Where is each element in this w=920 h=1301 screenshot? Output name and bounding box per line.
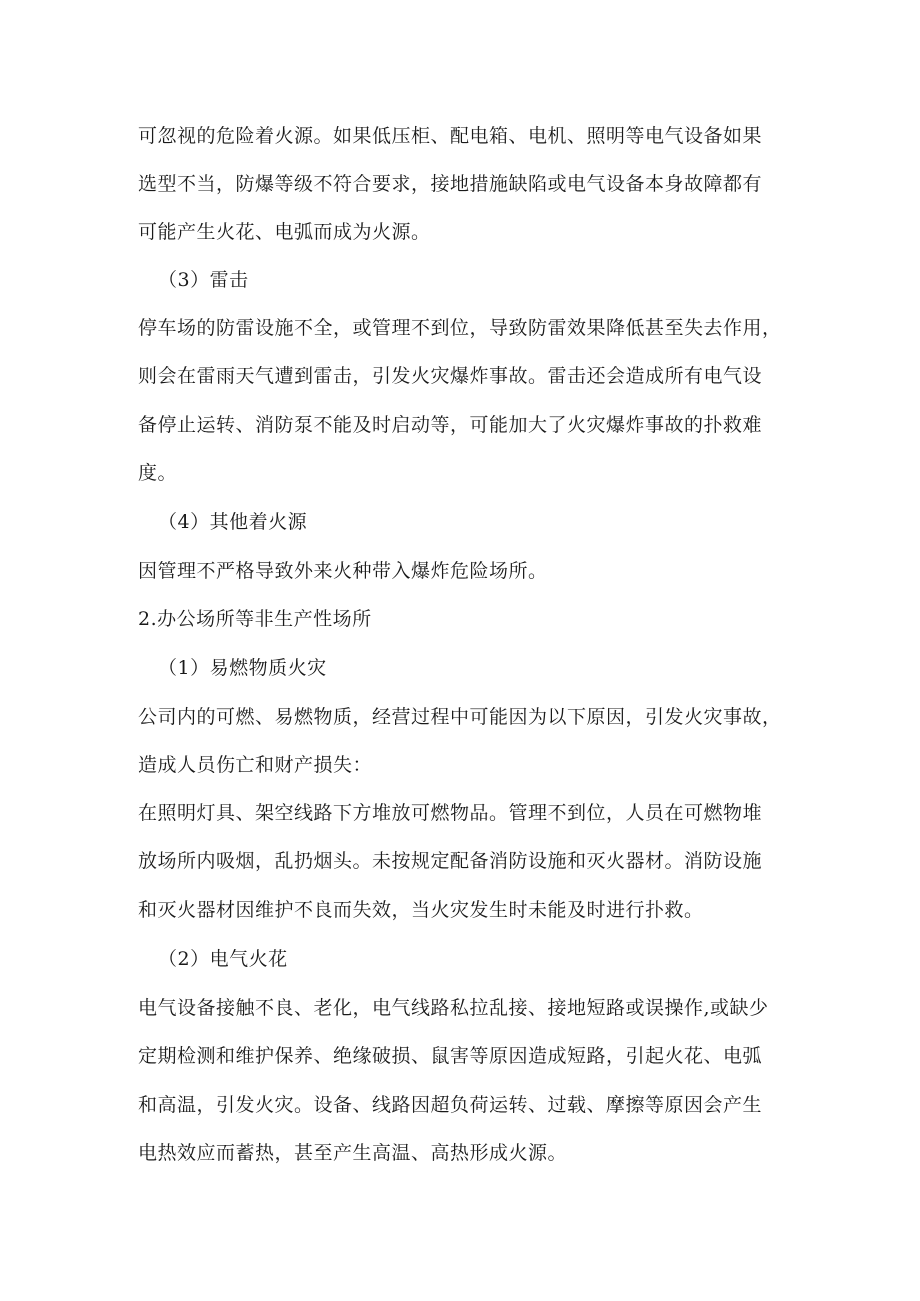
paragraph-line: 造成人员伤亡和财产损失：: [138, 754, 373, 776]
paragraph-line: 公司内的可燃、易燃物质，经营过程中可能因为以下原因，引发火灾事故，: [138, 706, 782, 728]
paragraph-line: 电热效应而蓄热，甚至产生高温、高热形成火源。: [138, 1142, 568, 1164]
section-heading-electric-spark: （2）电气火花: [158, 948, 288, 970]
section-heading-office: 2.办公场所等非生产性场所: [138, 608, 372, 630]
paragraph-line: 可能产生火花、电弧而成为火源。: [138, 221, 431, 243]
paragraph-line: 和灭火器材因维护不良而失效，当火灾发生时未能及时进行扑救。: [138, 899, 704, 921]
paragraph-line: 则会在雷雨天气遭到雷击，引发火灾爆炸事故。雷击还会造成所有电气设: [138, 365, 763, 387]
section-heading-flammable: （1）易燃物质火灾: [158, 657, 327, 679]
paragraph-line: 定期检测和维护保养、绝缘破损、鼠害等原因造成短路，引起火花、电弧: [138, 1045, 763, 1067]
paragraph-line: 备停止运转、消防泵不能及时启动等，可能加大了火灾爆炸事故的扑救难: [138, 414, 763, 436]
section-heading-lightning: （3）雷击: [158, 269, 249, 291]
paragraph-line: 电气设备接触不良、老化，电气线路私拉乱接、接地短路或误操作,或缺少: [138, 997, 769, 1019]
paragraph-line: 和高温，引发火灾。设备、线路因超负荷运转、过载、摩擦等原因会产生: [138, 1094, 763, 1116]
paragraph-line: 停车场的防雷设施不全，或管理不到位，导致防雷效果降低甚至失去作用，: [138, 317, 782, 339]
section-heading-other-ignition: （4）其他着火源: [158, 511, 308, 533]
paragraph-line: 度。: [138, 462, 178, 484]
paragraph-line: 因管理不严格导致外来火种带入爆炸危险场所。: [138, 560, 548, 582]
paragraph-line: 可忽视的危险着火源。如果低压柜、配电箱、电机、照明等电气设备如果: [138, 125, 763, 147]
paragraph-line: 放场所内吸烟，乱扔烟头。未按规定配备消防设施和灭火器材。消防设施: [138, 850, 763, 872]
paragraph-line: 选型不当，防爆等级不符合要求，接地措施缺陷或电气设备本身故障都有: [138, 173, 763, 195]
paragraph-line: 在照明灯具、架空线路下方堆放可燃物品。管理不到位，人员在可燃物堆: [138, 802, 763, 824]
